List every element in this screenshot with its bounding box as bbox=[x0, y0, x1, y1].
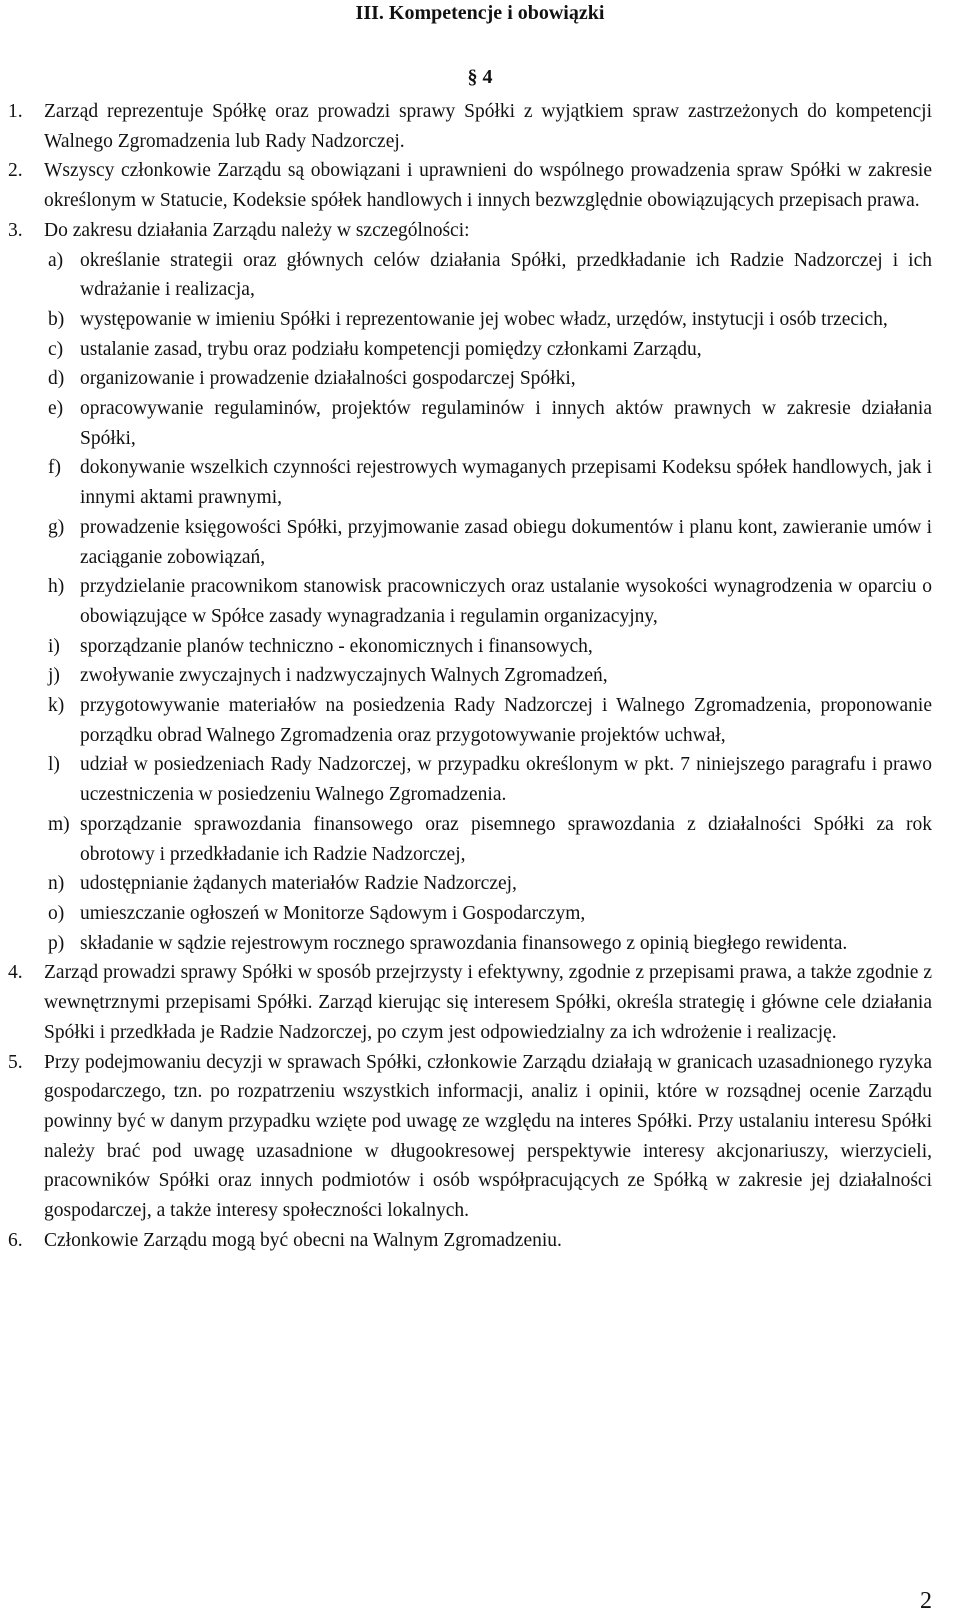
list-item-m bbox=[0, 810, 960, 869]
list-item-letter: k) bbox=[48, 695, 65, 717]
list-item-letter: h) bbox=[48, 576, 65, 598]
list-item-k bbox=[0, 691, 960, 750]
list-item-text: ustalanie zasad, trybu oraz podziału kompetencji pomiędzy członkami Zarządu, bbox=[80, 338, 702, 360]
list-item-text: udostępnianie żądanych materiałów Radzie Nadzorczej, bbox=[80, 873, 517, 895]
list-item-c bbox=[0, 335, 960, 365]
list-item-l bbox=[0, 750, 960, 809]
paragraph-text: Zarząd reprezentuje Spółkę oraz prowadzi sprawy Spółki z wyjątkiem spraw zastrzeżonych do kompetencji Walnego Zgromadzenia lub Rady Nadzorczej. bbox=[44, 101, 932, 152]
list-item-letter: n) bbox=[48, 873, 65, 895]
paragraph-number: 2. bbox=[8, 160, 23, 182]
list-item-letter: m) bbox=[48, 813, 70, 835]
list-item-o bbox=[0, 899, 960, 929]
list-item-text: organizowanie i prowadzenie działalności gospodarczej Spółki, bbox=[80, 368, 576, 390]
page-number: 2 bbox=[920, 1588, 932, 1614]
paragraph-1 bbox=[0, 97, 960, 156]
list-item-text: umieszczanie ogłoszeń w Monitorze Sądowym i Gospodarczym, bbox=[80, 902, 586, 924]
list-item-text: prowadzenie księgowości Spółki, przyjmowanie zasad obiegu dokumentów i planu kont, zawieranie umów i zaciąganie zobowiązań, bbox=[80, 516, 932, 568]
list-item-b bbox=[0, 305, 960, 335]
list-item-text: przydzielanie pracownikom stanowisk pracowniczych oraz ustalanie wysokości wynagrodzenia w oparciu o obowiązujące w Spółce zasady wynagradzania i regulamin organizacyjny, bbox=[80, 576, 932, 627]
list-item-text: występowanie w imieniu Spółki i reprezentowanie jej wobec władz, urzędów, instytucji i osób trzecich, bbox=[80, 308, 888, 330]
competence-list bbox=[0, 246, 960, 959]
list-item-letter: o) bbox=[48, 902, 65, 924]
list-item-g bbox=[0, 513, 960, 572]
chapter-heading: III. Kompetencje i obowiązki bbox=[355, 2, 605, 24]
list-item-letter: g) bbox=[48, 516, 65, 538]
list-item-d bbox=[0, 364, 960, 394]
list-item-letter: f) bbox=[48, 457, 61, 479]
paragraph-number: 1. bbox=[8, 101, 23, 122]
list-item-letter: b) bbox=[48, 308, 65, 330]
paragraph-4 bbox=[0, 958, 960, 1047]
paragraph-number: 6. bbox=[8, 1229, 23, 1251]
paragraph-number: 5. bbox=[8, 1051, 23, 1073]
list-item-letter: l) bbox=[48, 754, 60, 776]
list-item-text: sporządzanie planów techniczno - ekonomicznych i finansowych, bbox=[80, 635, 593, 657]
list-item-letter: c) bbox=[48, 338, 64, 360]
paragraph-text: Zarząd prowadzi sprawy Spółki w sposób przejrzysty i efektywny, zgodnie z przepisami prawa, a także zgodnie z wewnętrznymi przepisami Spółki. Zarząd kierując się interesem Spółki, określa strategię i główne cele działania Spółki i przedkłada je Radzie Nadzorczej, po czym jest odpowiedzialny za ich wdrożenie i realizację. bbox=[44, 962, 932, 1043]
section-heading: § 4 bbox=[467, 66, 493, 88]
list-item-text: opracowywanie regulaminów, projektów regulaminów i innych aktów prawnych w zakresie działania Spółki, bbox=[80, 398, 932, 449]
paragraph-number: 4. bbox=[8, 962, 23, 984]
list-item-h bbox=[0, 572, 960, 631]
list-item-text: udział w posiedzeniach Rady Nadzorczej, w przypadku określonym w pkt. 7 niniejszego paragrafu i prawo uczestniczenia w posiedzeniu Walnego Zgromadzenia. bbox=[80, 754, 932, 806]
paragraph-text: Przy podejmowaniu decyzji w sprawach Spółki, członkowie Zarządu działają w granicach uzasadnionego ryzyka gospodarczego, tzn. po rozpatrzeniu wszystkich informacji, analiz i opinii, które w rozsądnej ocenie Zarządu powinny być w danym przypadku wzięte pod uwagę ze względu na interes Spółki. Przy ustalaniu interesu Spółki należy brać pod uwagę uzasadnione w długookresowej perspektywie interesy akcjonariuszy, wierzycieli, pracowników Spółki oraz innych podmiotów i osób współpracujących ze Spółką w zakresie jej działalności gospodarczej, a także interesy społeczności lokalnych. bbox=[44, 1051, 932, 1222]
list-item-n bbox=[0, 869, 960, 899]
list-item-text: sporządzanie sprawozdania finansowego oraz pisemnego sprawozdania z działalności Spółki za rok obrotowy i przedkładanie ich Radzie Nadzorczej, bbox=[80, 813, 932, 865]
document-body bbox=[0, 97, 960, 1255]
list-item-i bbox=[0, 632, 960, 662]
list-item-letter: e) bbox=[48, 398, 64, 420]
paragraph-3 bbox=[0, 216, 960, 246]
paragraph-number: 3. bbox=[8, 219, 23, 241]
list-item-text: zwoływanie zwyczajnych i nadzwyczajnych Walnych Zgromadzeń, bbox=[80, 665, 608, 687]
list-item-letter: j) bbox=[48, 665, 60, 687]
list-item-letter: a) bbox=[48, 249, 64, 271]
paragraph-text: Wszyscy członkowie Zarządu są obowiązani i uprawnieni do wspólnego prowadzenia spraw Spółki w zakresie określonym w Statucie, Kodeksie spółek handlowych i innych bezwzględnie obowiązujących przepisach prawa. bbox=[44, 160, 932, 212]
paragraph-5 bbox=[0, 1048, 960, 1226]
list-item-p bbox=[0, 929, 960, 959]
paragraph-6 bbox=[0, 1226, 960, 1256]
list-item-text: przygotowywanie materiałów na posiedzenia Rady Nadzorczej i Walnego Zgromadzenia, proponowanie porządku obrad Walnego Zgromadzenia oraz przygotowywanie projektów uchwał, bbox=[80, 695, 932, 746]
list-item-a bbox=[0, 246, 960, 305]
list-item-text: określanie strategii oraz głównych celów działania Spółki, przedkładanie ich Radzie Nadzorczej i ich wdrażanie i realizacja, bbox=[80, 249, 932, 301]
list-item-f bbox=[0, 453, 960, 512]
list-item-letter: i) bbox=[48, 635, 60, 657]
list-item-letter: d) bbox=[48, 368, 65, 390]
paragraph-text: Do zakresu działania Zarządu należy w szczególności: bbox=[44, 219, 470, 241]
list-item-text: dokonywanie wszelkich czynności rejestrowych wymaganych przepisami Kodeksu spółek handlowych, jak i innymi aktami prawnymi, bbox=[80, 457, 932, 509]
list-item-e bbox=[0, 394, 960, 453]
list-item-j bbox=[0, 661, 960, 691]
paragraph-text: Członkowie Zarządu mogą być obecni na Walnym Zgromadzeniu. bbox=[44, 1229, 562, 1251]
paragraph-2 bbox=[0, 156, 960, 215]
list-item-text: składanie w sądzie rejestrowym rocznego sprawozdania finansowego z opinią biegłego rewidenta. bbox=[80, 932, 848, 954]
list-item-letter: p) bbox=[48, 932, 65, 954]
